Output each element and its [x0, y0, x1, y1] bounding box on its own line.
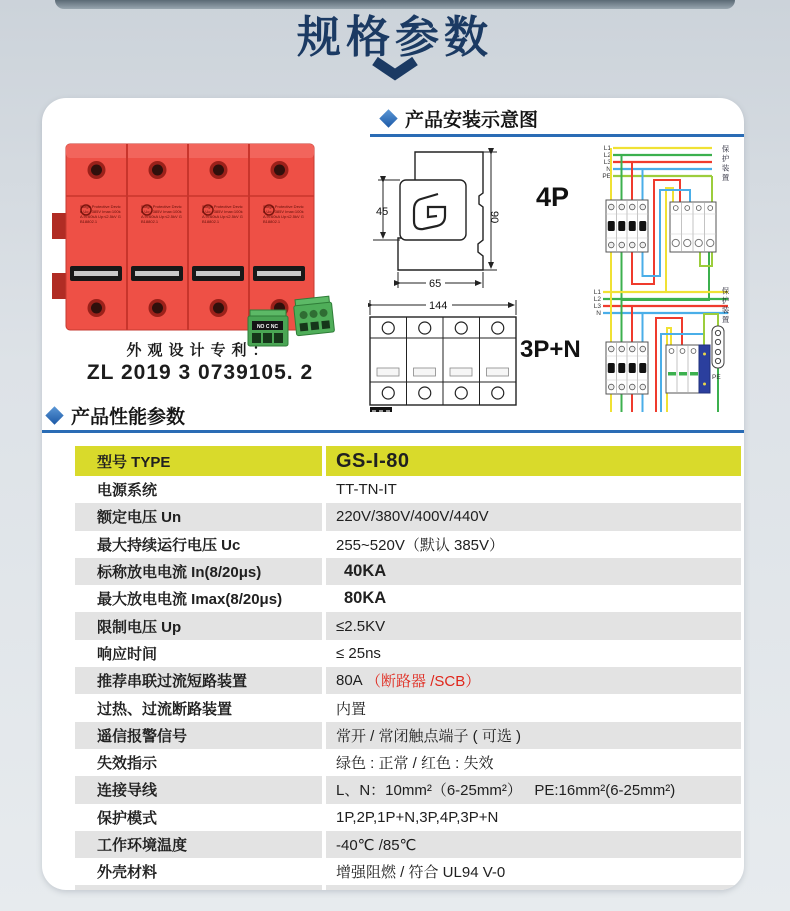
row-label: 过热、过流断路装置: [75, 694, 322, 721]
row-label: 最大放电电流 Imax(8/20μs): [75, 585, 322, 612]
table-row: [75, 749, 741, 776]
dim-45: 45: [376, 206, 389, 218]
side-view-drawing: [398, 152, 483, 270]
table-row: [75, 558, 741, 585]
table-row: [75, 667, 741, 694]
row-label: 推荐串联过流短路装置: [75, 667, 322, 694]
row-label: 失效指示: [75, 749, 322, 776]
spd-symbol-3pn: [666, 345, 710, 393]
table-row: [75, 612, 741, 639]
spd-symbol-4p: [670, 202, 716, 252]
install-drawings-svg: [368, 140, 744, 412]
row-value: [326, 503, 741, 530]
row-value-text: 增强阻燃 / 符合 UL94 V-0: [336, 864, 506, 882]
row-label: 响应时间: [75, 640, 322, 667]
pe-label: PE: [712, 374, 721, 381]
performance-section-title: 产品性能参数: [71, 407, 186, 428]
bus-label-n: N: [596, 310, 601, 317]
wiring-diagram-3pn: [594, 289, 728, 412]
row-value: [326, 667, 741, 694]
bus-label-l1: L1: [603, 145, 611, 152]
dim-65: 65: [429, 278, 442, 290]
diamond-icon: [45, 406, 63, 424]
row-value-red-text: （断路器 /SCB）: [366, 673, 481, 691]
row-label: 保护模式: [75, 804, 322, 831]
row-label: 额定电压 Un: [75, 503, 322, 530]
patent-block: [78, 339, 322, 385]
row-value-text: ≤2.5KV: [336, 617, 386, 635]
table-row: [75, 446, 741, 476]
bus-label-l1: L1: [593, 289, 601, 296]
performance-section-header: [48, 402, 185, 429]
row-value-text: 绿色 : 正常 / 红色 : 失效: [336, 755, 494, 773]
row-value-text: 1P,2P,1P+N,3P,4P,3P+N: [336, 808, 499, 826]
install-diagrams: [368, 140, 744, 412]
row-value: [326, 831, 741, 858]
row-label: 外壳材料: [75, 858, 322, 885]
patent-label: 外观设计专利：: [126, 342, 274, 359]
row-value-text: TT-TN-IT: [336, 481, 397, 499]
row-label: 标称放电电流 In(8/20μs): [75, 558, 322, 585]
table-row: [75, 776, 741, 803]
row-label: 限制电压 Up: [75, 612, 322, 639]
bus-label-l3: L3: [603, 159, 611, 166]
row-label: 工作环境温度: [75, 831, 322, 858]
row-value: [326, 885, 741, 890]
row-value-text: 40KA: [344, 562, 387, 581]
bus-label-n: N: [606, 166, 611, 173]
install-section-rule: [370, 134, 744, 137]
row-value-text: 常开 / 常闭触点端子 ( 可选 ): [336, 727, 521, 745]
row-value: [326, 804, 741, 831]
dim-90: 90: [488, 211, 500, 224]
table-row: [75, 804, 741, 831]
row-value-text: GS-I-80: [336, 449, 410, 472]
row-value-text: ≤ 25ns: [336, 644, 381, 662]
row-value-text: 内置: [336, 700, 367, 718]
performance-section-rule: [42, 430, 744, 433]
row-label: 遥信报警信号: [75, 722, 322, 749]
bus-label-l2: L2: [593, 296, 601, 303]
wiring-diagram-4p: [602, 145, 716, 300]
row-value: [326, 749, 741, 776]
row-value: [326, 558, 741, 585]
row-value-text: 255~520V（默认 385V）: [336, 536, 505, 554]
bus-label-l3: L3: [593, 303, 601, 310]
row-value: [326, 858, 741, 885]
module-print: Surge Protective Device Uc:~385V Imax:100kA In:60kA Up:≤2.5kV GB18802.1: [202, 204, 243, 224]
table-row: [75, 831, 741, 858]
table-row: [75, 858, 741, 885]
row-value: [326, 722, 741, 749]
install-section-header: [382, 105, 538, 132]
row-value: [326, 612, 741, 639]
row-value-text: 220V/380V/400V/440V: [336, 508, 489, 526]
diamond-icon: [379, 109, 397, 127]
table-row: [75, 722, 741, 749]
row-value-text: 80A: [336, 672, 367, 690]
table-row: [75, 531, 741, 558]
protective-device-label: 保护装置: [721, 287, 730, 325]
table-row: [75, 503, 741, 530]
protective-device-label: 保护装置: [721, 145, 730, 183]
row-value: [326, 640, 741, 667]
breaker-symbol-3pn: [606, 342, 648, 394]
module-print: Surge Protective Device Uc:~385V Imax:100kA In:60kA Up:≤2.5kV GB18802.1: [141, 204, 182, 224]
variant-label-3pn: 3P+N: [520, 336, 581, 363]
bus-label-pe: PE: [602, 173, 611, 180]
row-value-text: L、N：10mm²（6-25mm²） PE:16mm²(6-25mm²): [336, 782, 676, 800]
patent-number: ZL 2019 3 0739105. 2: [86, 361, 314, 384]
content-card: [42, 98, 744, 890]
table-row: [75, 640, 741, 667]
terminal-label: NO C NC: [256, 324, 279, 330]
row-value: [326, 694, 741, 721]
row-value: [326, 531, 741, 558]
chevron-down-icon: [369, 57, 421, 86]
row-label: 最大持续运行电压 Uc: [75, 531, 322, 558]
bus-label-l2: L2: [603, 152, 611, 159]
product-photo: [50, 138, 360, 353]
table-row: [75, 694, 741, 721]
row-label: [75, 885, 322, 890]
table-row: [75, 885, 741, 890]
variant-label-4p: 4P: [536, 182, 570, 212]
install-section-title: 产品安装示意图: [405, 110, 539, 131]
module-print: Surge Protective Device Uc:~385V Imax:100kA In:60kA Up:≤2.5kV GB18802.1: [80, 204, 121, 224]
table-row: [75, 476, 741, 503]
row-label: 连接导线: [75, 776, 322, 803]
pe-terminal-strip: [712, 326, 724, 368]
terminal-block-plain: [293, 296, 335, 336]
module-print: Surge Protective Device Uc:~385V Imax:100kA In:60kA Up:≤2.5kV GB18802.1: [263, 204, 304, 224]
dim-144: 144: [429, 300, 448, 312]
row-label: 型号 TYPE: [75, 446, 322, 476]
row-value-text: 80KA: [344, 589, 387, 608]
front-view-drawing: [370, 317, 516, 405]
row-value: [326, 476, 741, 503]
page-title: 规格参数: [297, 13, 493, 62]
row-value: [326, 585, 741, 612]
table-row: [75, 585, 741, 612]
row-label: 电源系统: [75, 476, 322, 503]
row-value-text: -40℃ /85℃: [336, 836, 417, 854]
breaker-symbol-4p: [606, 200, 648, 252]
spec-table: [75, 446, 741, 890]
row-value: [326, 776, 741, 803]
row-value: [326, 446, 741, 476]
